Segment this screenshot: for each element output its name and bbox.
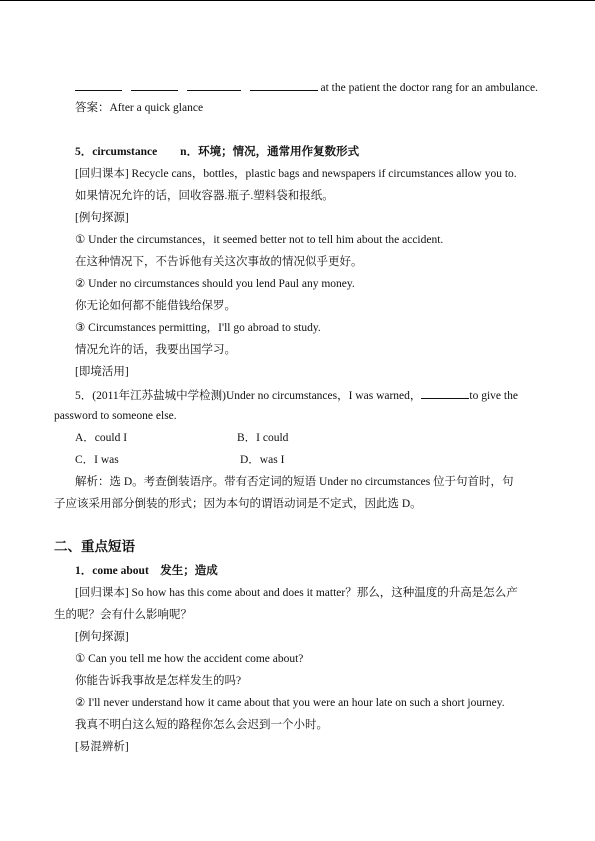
textbook-example-cn: 如果情况允许的话，回收容器.瓶子.塑料袋和报纸。 <box>75 190 334 202</box>
example-1-en: ① Under the circumstances，it seemed better not to tell him about the accident. <box>75 234 444 246</box>
example-1-cn: 在这种情况下，不告诉他有关这次事故的情况似乎更好。 <box>75 256 363 268</box>
analysis-line-1: 解析：选 D。考查倒装语序。带有否定词的短语 Under no circumstances 位于句首时，句 <box>75 476 514 488</box>
entry-5-heading: 5．circumstance n．环境；情况，通常用作复数形式 <box>75 146 360 158</box>
phrase-example-1-en: ① Can you tell me how the accident come about? <box>75 653 304 665</box>
practice-label: [即境活用] <box>75 366 129 378</box>
question-5-line-2: password to someone else. <box>54 410 177 422</box>
answer-blank <box>421 387 469 399</box>
section-2-title: 二、重点短语 <box>54 539 135 554</box>
example-3-cn: 情况允许的话，我要出国学习。 <box>75 344 236 356</box>
textbook-example-en: [回归课本] Recycle cans，bottles，plastic bags and newspapers if circumstances allow you to. <box>75 168 517 180</box>
question-4-answer: 答案：After a quick glance <box>75 102 204 114</box>
option-d: D．was I <box>240 454 285 466</box>
analysis-line-2: 子应该采用部分倒装的形式；因为本句的谓语动词是不定式，因此选 D。 <box>54 498 422 510</box>
examples-label-2: [例句探源] <box>75 631 129 643</box>
confusion-label: [易混辨析] <box>75 741 129 753</box>
question-5-stem: 5．(2011年江苏盐城中学检测)Under no circumstances，I was warned， <box>75 390 422 402</box>
question-5-line-1 <box>75 387 518 403</box>
page-top-rule <box>0 0 595 1</box>
answer-blank <box>75 79 122 91</box>
textbook-line-1: [回归课本] So how has this come about and does it matter？那么，这种温度的升高是怎么产 <box>75 587 518 599</box>
phrase-1-heading: 1．come about 发生；造成 <box>75 565 218 577</box>
option-b: B．I could <box>237 432 289 444</box>
example-3-en: ③ Circumstances permitting，I'll go abroad to study. <box>75 322 321 334</box>
answer-blank <box>131 79 178 91</box>
question-4-sentence <box>75 79 538 95</box>
option-c: C．I was <box>75 454 119 466</box>
phrase-example-1-cn: 你能告诉我事故是怎样发生的吗? <box>75 675 242 687</box>
question-4-tail: at the patient the doctor rang for an ambulance. <box>317 82 538 94</box>
answer-blank <box>250 79 318 91</box>
answer-blank <box>187 79 241 91</box>
option-a: A．could I <box>75 432 128 444</box>
question-5-stem-end: to give the <box>469 390 518 402</box>
textbook-line-2: 生的呢？会有什么影响呢？ <box>54 609 192 621</box>
phrase-example-2-cn: 我真不明白这么短的路程你怎么会迟到一个小时。 <box>75 719 328 731</box>
examples-label: [例句探源] <box>75 212 129 224</box>
phrase-example-2-en: ② I'll never understand how it came about that you were an hour late on such a short journey. <box>75 697 505 709</box>
example-2-en: ② Under no circumstances should you lend Paul any money. <box>75 278 355 290</box>
example-2-cn: 你无论如何都不能借钱给保罗。 <box>75 300 236 312</box>
